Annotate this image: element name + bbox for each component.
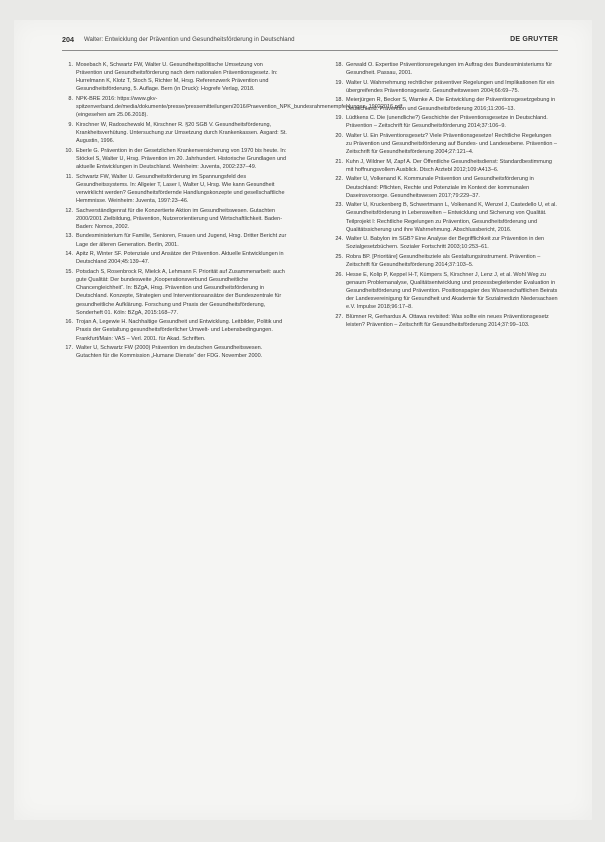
reference-item xyxy=(62,207,288,231)
reference-item xyxy=(332,235,558,251)
reference-text: Walter U. Babylon im SGB? Eine Analyse der Begrifflichkeit zur Prävention in den Sozialgesetzbüchern. Sozialer Fortschritt 2003;10:253–61. xyxy=(346,236,545,251)
reference-text: Walter U. Ein Präventionsgesetz? Viele Präventionsgesetze! Rechtliche Regelungen zu Prävention und Gesundheitsförderung auf Bundes- und Landesebene. Prävention – Zeitschrift für Gesundheitsförderung 2004;27:121–4. xyxy=(346,132,557,156)
reference-text: Apitz R, Winter SF. Potenziale und Ansätze der Prävention. Aktuelle Entwicklungen in Deutschland 2004;45:139–47. xyxy=(76,251,284,266)
reference-number: 1. xyxy=(68,62,73,68)
reference-item xyxy=(332,79,558,95)
reference-text: Walter U, Schwartz FW (2000) Prävention im deutschen Gesundheitswesen. Gutachten für die Kommission „Humane Dienste“ der FDG. November 2000. xyxy=(76,345,263,360)
reference-item xyxy=(62,147,288,171)
header-rule xyxy=(62,50,558,51)
reference-item xyxy=(332,201,558,234)
reference-item xyxy=(332,175,558,199)
reference-number: 25. xyxy=(335,253,343,260)
reference-item xyxy=(62,318,288,342)
reference-item xyxy=(62,344,288,360)
reference-item xyxy=(332,313,558,329)
reference-number: 10. xyxy=(65,147,73,154)
reference-text: NPK-BRE 2016: https://www.gkv-spitzenverband.de/media/dokumente/presse/pressemitteilungen/2016/Praevention_NPK_bundesrahmenempfehlungen_19022016.pdf (eingesehen am 25.06.2018). xyxy=(76,96,403,119)
page-number: 204 xyxy=(62,35,74,44)
reference-item xyxy=(332,158,558,174)
reference-text: Robra BP. [Prioritäre] Gesundheitsziele als Gestaltungsinstrument. Prävention – Zeitschrift für Gesundheitsförderung 2014;37:103–5. xyxy=(346,253,541,269)
reference-text: Eberle G. Prävention in der Gesetzlichen Krankenversicherung von 1970 bis heute. In: Stöckel S, Walter U, Hrsg. Prävention im 20. Jahrhundert. Historische Grundlagen und aktuelle Entwicklungen in Deutschland. Weinheim: Juventa, 2002:237–49. xyxy=(76,147,287,171)
reference-text: Blümner R, Gerhardus A. Ottawa revisited: Was sollte ein neues Präventionsgesetz leisten? Prävention – Zeitschrift für Gesundheitsförderung 2014;37:99–103. xyxy=(346,313,549,328)
reference-item xyxy=(62,95,403,119)
reference-number: 8. xyxy=(68,96,73,103)
running-title: Walter: Entwicklung der Prävention und Gesundheitsförderung in Deutschland xyxy=(84,36,295,43)
reference-number: 27. xyxy=(335,313,343,320)
reference-number: 18. xyxy=(335,62,343,68)
reference-text: Lüdtkens C. Die (unendliche?) Geschichte der Präventionsgesetze in Deutschland. Prävention – Zeitschrift für Gesundheitsförderung 2014;37:106–9. xyxy=(346,115,548,130)
reference-text: Meierjürgen R, Becker S, Warnke A. Die Entwicklung der Präventionsgesetzgebung in Deutschland. Prävention und Gesundheitsförderung 2016;11:206–13. xyxy=(346,97,556,112)
reference-number: 20. xyxy=(335,132,343,139)
reference-number: 19. xyxy=(335,79,343,86)
reference-text: Trojan A, Legewie H. Nachhaltige Gesundheit und Entwicklung. Leitbilder, Politik und Praxis der Gestaltung gesundheitsförderlicher Umwelt- und Lebensbedingungen. Frankfurt/Main: VAS – Verl. 2001. für Akad. Schriften. xyxy=(76,319,283,342)
reference-text: Gerwald O. Expertise Präventionsregelungen im Auftrag des Bundesministeriums für Gesundheit. Passau, 2001. xyxy=(346,62,553,77)
reference-text: Walter U, Volkenand K. Kommunale Prävention und Gesundheitsförderung in Deutschland: Pflichten, Rechte und Potenziale im Kontext der kommunalen Daseinsvorsorge. Gesundheitswesen 2017;79:229–37. xyxy=(346,176,534,199)
reference-number: 22. xyxy=(335,176,343,183)
reference-item xyxy=(62,250,288,266)
running-header xyxy=(62,34,558,46)
reference-number: 19. xyxy=(335,115,343,122)
reference-text: Sachverständigenrat für die Konzertierte Aktion im Gesundheitswesen. Gutachten 2000/2001 Zielbildung, Prävention, Nutzerorientierung und Wirtschaftlichkeit. Baden-Baden: Nomos, 2002. xyxy=(76,207,283,230)
reference-text: Hesse E, Kolip P, Keppel H-T, Kümpers S, Kirschner J, Lenz J, et al. Wohl Weg zu genaum Problemanalyse, Qualitätsentwicklung und prozessbegleitender Evaluation in Gesundheitsförderung und Prävention. Positionspapier des Wissenschaftlichen Beirats der Landesvereinigung für Gesundheit und Akademie für Sozialmedizin Niedersachsen e.V. Impulse 2018;96:17–8. xyxy=(346,271,558,311)
reference-item xyxy=(332,96,558,112)
reference-item xyxy=(62,61,288,94)
reference-item xyxy=(332,114,558,130)
reference-number: 16. xyxy=(65,319,73,326)
references-right-column xyxy=(332,61,558,331)
reference-number: 21. xyxy=(335,158,343,165)
reference-item xyxy=(332,253,558,269)
reference-number: 26. xyxy=(335,271,343,278)
reference-text: Potsdach S, Rosenbrock R, Mielck A, Lehmann F. Priorität auf Zusammenarbeit: auch gute Qualität: Der bundesweite „Kooperationsverbund Gesundheitliche Chancengleichheit“. In: BZgA, Hrsg. Prävention und Gesundheitsförderung in Deutschland. Konzepte, Strategien und Interventionsansätze der Bundeszentrale für gesundheitliche Aufklärung. Forschung und Praxis der Gesundheitsförderung, Sonderheft 01. Köln: BZgA, 2015:168–77. xyxy=(76,268,285,316)
reference-text: Kuhn J, Wildner M, Zapf A. Der Öffentliche Gesundheitsdienst: Standardbestimmung mit hoffnungsvollem Ausblick. Dtsch Arztebl 2012;109:A413–6. xyxy=(346,158,552,173)
reference-item xyxy=(62,173,288,206)
reference-item xyxy=(332,132,558,156)
reference-number: 9. xyxy=(68,121,73,128)
reference-number: 13. xyxy=(65,233,73,240)
reference-item xyxy=(332,271,558,312)
reference-text: Schwartz FW, Walter U. Gesundheitsförderung im Spannungsfeld des Gesundheitssystems. In: Allgeier T, Laser I, Walter U, Hrsg. Wie kann Gesundheit verwirklicht werden? Gesundheitsfördernde Handlungskonzepte und gesellschaftliche Hemmnisse. Weinheim: Juventa, 1997:23–46. xyxy=(76,173,285,205)
reference-text: Bundesministerium für Familie, Senioren, Frauen und Jugend, Hrsg. Dritter Bericht zur Lage der älteren Generation. Berlin, 2001. xyxy=(76,233,287,248)
reference-text: Walter U. Wahrnehmung rechtlicher präventiver Regelungen und Implikationen für ein übergreifendes Präventionsgesetz. Gesundheitswesen 2004;66:69–75. xyxy=(346,79,555,94)
reference-number: 17. xyxy=(65,345,73,352)
reference-item xyxy=(62,232,288,248)
reference-number: 15. xyxy=(65,268,73,275)
reference-text: Mosebach K, Schwartz FW, Walter U. Gesundheitspolitische Umsetzung von Prävention und Gesundheitsförderung nach dem nationalen Präventionsgesetz. In: Hurrelmann K, Klotz T, Stoch S, Richter M, Hrsg. Referenzwerk Prävention und Gesundheitsförderung, 5. Auflage. Bern (in Druck): Hogrefe Verlag, 2018. xyxy=(76,62,278,93)
reference-number: 12. xyxy=(65,207,73,214)
reference-number: 24. xyxy=(335,236,343,243)
reference-number: 18. xyxy=(335,97,343,104)
reference-item xyxy=(62,268,288,317)
reference-number: 14. xyxy=(65,251,73,258)
reference-number: 23. xyxy=(335,202,343,209)
reference-item xyxy=(62,121,288,145)
reference-text: Kirschner W, Radoschewski M, Kirschner R. §20 SGB V. Gesundheitsförderung, Krankheitsverhütung. Untersuchung zur Umsetzung durch Krankenkassen. Asgard: St. Augustin, 1996. xyxy=(76,121,287,145)
reference-text: Walter U, Kruckenberg B, Schwertmann L, Volkenand K, Wenzel J, Castedello U, et al. Gesundheitsförderung in Lebenswelten – Entwicklung und Sicherung von Qualität. Teilprojekt I: Rechtliche Regelungen zu Prävention, Gesundheitsförderung und Qualitätssicherung und ihre Wahrnehmung. Abschlussbericht, 2016. xyxy=(346,202,557,233)
reference-item xyxy=(332,61,558,77)
reference-number: 11. xyxy=(65,173,73,180)
publisher-logo: DE GRUYTER xyxy=(510,36,558,43)
